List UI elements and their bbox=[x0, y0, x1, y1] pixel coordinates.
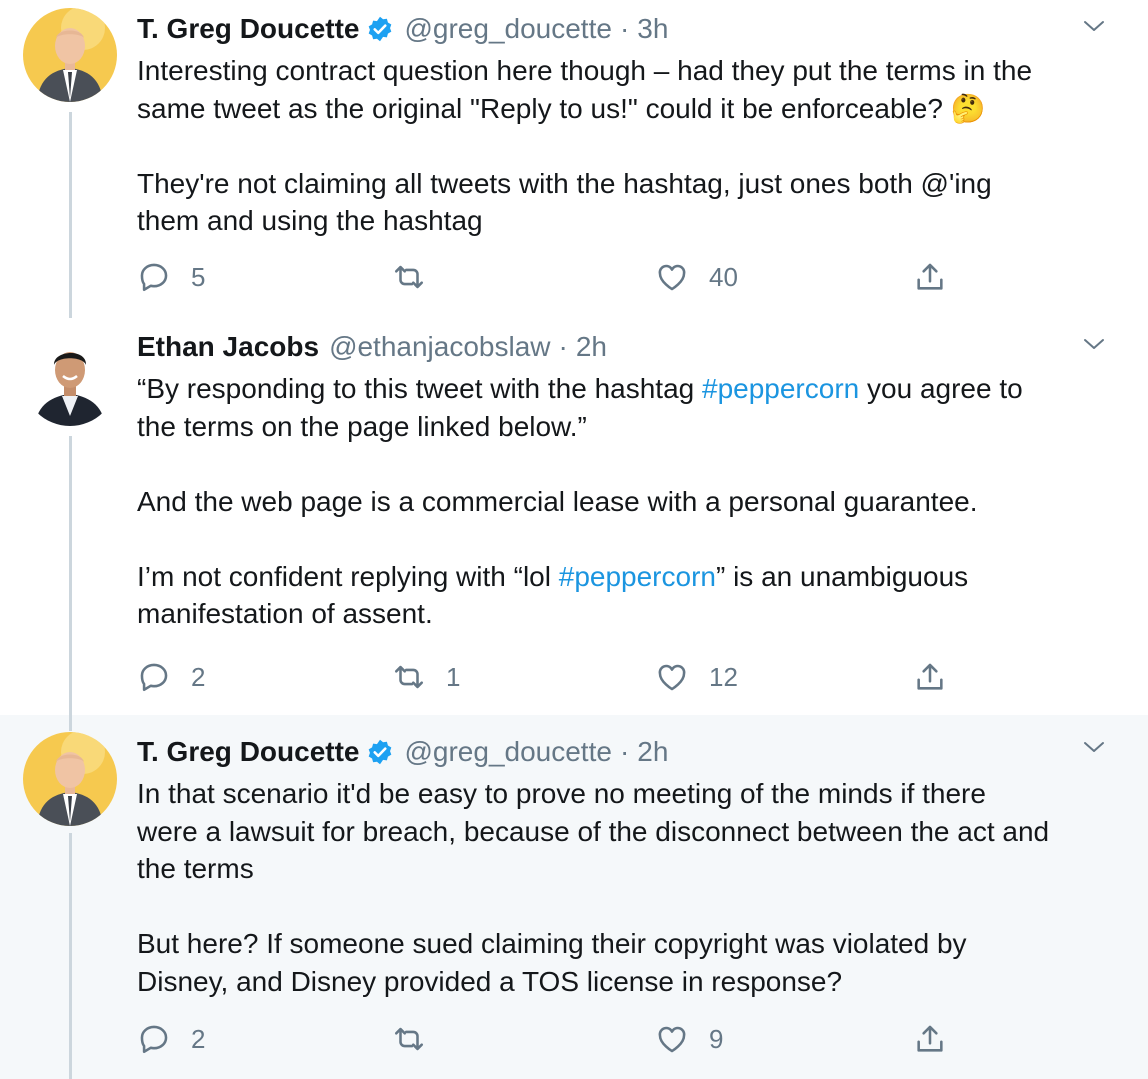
tweet-timestamp[interactable]: 2h bbox=[575, 331, 607, 362]
retweet-icon bbox=[392, 660, 426, 694]
tweet-line: And the web page is a commercial lease with a personal guarantee. bbox=[137, 485, 978, 517]
avatar-greg-doucette[interactable] bbox=[23, 8, 117, 102]
reply-icon bbox=[137, 660, 171, 694]
tweet-line: the terms bbox=[137, 853, 254, 884]
avatar-greg-doucette[interactable] bbox=[23, 732, 117, 826]
verified-badge-icon bbox=[366, 15, 394, 43]
tweet-line bbox=[137, 558, 1122, 596]
retweet-icon bbox=[392, 1022, 426, 1056]
share-icon bbox=[913, 260, 947, 294]
tweet-text-segment: I’m not confident replying with “lol bbox=[137, 560, 559, 592]
tweet-text-segment: you agree to bbox=[859, 373, 1023, 404]
tweet-line: They're not claiming all tweets with the hashtag, just ones both @'ing bbox=[137, 167, 992, 199]
tweet-header bbox=[137, 732, 1108, 772]
chevron-down-icon[interactable] bbox=[1082, 735, 1106, 759]
like-icon bbox=[655, 660, 689, 694]
share-button[interactable] bbox=[913, 657, 947, 697]
reply-icon bbox=[137, 1022, 171, 1056]
tweet-line: Interesting contract question here though – had they put the terms in the bbox=[137, 55, 1033, 86]
tweet-text bbox=[137, 52, 1122, 240]
paragraph-gap bbox=[137, 888, 1122, 926]
tweet-2[interactable] bbox=[0, 318, 1148, 715]
tweet-line: manifestation of assent. bbox=[137, 598, 433, 629]
retweet-button[interactable] bbox=[392, 1019, 446, 1059]
verified-badge-icon bbox=[366, 738, 394, 766]
tweet-line: In that scenario it'd be easy to prove no meeting of the minds if there bbox=[137, 778, 986, 809]
paragraph-gap bbox=[137, 127, 1122, 165]
tweet-timestamp[interactable]: 2h bbox=[637, 736, 669, 767]
author-handle[interactable]: @ethanjacobslaw bbox=[329, 331, 551, 362]
reply-button[interactable] bbox=[137, 257, 205, 297]
thread-line bbox=[69, 436, 72, 715]
author-name[interactable]: Ethan Jacobs bbox=[137, 331, 320, 362]
like-count: 40 bbox=[709, 261, 738, 292]
like-button[interactable] bbox=[655, 257, 738, 297]
retweet-count: 1 bbox=[446, 661, 461, 692]
tweet-line bbox=[137, 370, 1122, 408]
retweet-icon bbox=[392, 260, 426, 294]
reply-button[interactable] bbox=[137, 1019, 205, 1059]
like-button[interactable] bbox=[655, 657, 738, 697]
hashtag-link[interactable]: #peppercorn bbox=[702, 373, 860, 404]
tweet-text bbox=[137, 370, 1122, 633]
tweet-actions bbox=[137, 657, 967, 697]
tweet-line: But here? If someone sued claiming their copyright was violated by bbox=[137, 928, 967, 959]
reply-count: 5 bbox=[191, 261, 206, 292]
reply-button[interactable] bbox=[137, 657, 205, 697]
reply-count: 2 bbox=[191, 661, 206, 692]
tweet-timestamp[interactable]: 3h bbox=[637, 13, 669, 44]
author-handle[interactable]: @greg_doucette bbox=[404, 13, 612, 44]
chevron-down-icon[interactable] bbox=[1082, 14, 1106, 38]
retweet-button[interactable] bbox=[392, 257, 446, 297]
tweet-line: were a lawsuit for breach, because of the disconnect between the act and bbox=[137, 815, 1050, 847]
share-icon bbox=[913, 660, 947, 694]
like-count: 9 bbox=[709, 1023, 724, 1054]
like-button[interactable] bbox=[655, 1019, 723, 1059]
hashtag-link[interactable]: #peppercorn bbox=[558, 560, 716, 592]
separator-dot: · bbox=[619, 13, 630, 44]
author-handle[interactable]: @greg_doucette bbox=[404, 736, 612, 767]
reply-icon bbox=[137, 260, 171, 294]
tweet-3[interactable] bbox=[0, 715, 1148, 1079]
author-name[interactable]: T. Greg Doucette bbox=[137, 736, 360, 767]
tweet-line: the terms on the page linked below.” bbox=[137, 410, 587, 442]
tweet-text bbox=[137, 775, 1122, 1000]
tweet-line: Disney, and Disney provided a TOS license in response? bbox=[137, 965, 843, 997]
paragraph-gap bbox=[137, 445, 1122, 483]
thread-line bbox=[69, 833, 72, 1079]
tweet-text-segment: ” is an unambiguous bbox=[715, 560, 969, 592]
tweet-line: same tweet as the original "Reply to us!" could it be enforceable? 🤔 bbox=[137, 92, 986, 124]
like-icon bbox=[655, 1022, 689, 1056]
separator-dot: · bbox=[558, 331, 568, 362]
tweet-header bbox=[137, 9, 1108, 49]
share-button[interactable] bbox=[913, 257, 947, 297]
tweet-line: them and using the hashtag bbox=[137, 205, 483, 236]
thread-line bbox=[69, 112, 72, 318]
tweet-actions bbox=[137, 1019, 967, 1059]
separator-dot: · bbox=[619, 736, 630, 767]
author-name[interactable]: T. Greg Doucette bbox=[137, 13, 360, 44]
tweet-1[interactable] bbox=[0, 0, 1148, 318]
thread-line bbox=[69, 715, 72, 731]
tweet-actions bbox=[137, 257, 967, 297]
tweet-text-segment: “By responding to this tweet with the hashtag bbox=[137, 373, 702, 404]
reply-count: 2 bbox=[191, 1023, 206, 1054]
paragraph-gap bbox=[137, 520, 1122, 558]
like-icon bbox=[655, 260, 689, 294]
like-count: 12 bbox=[709, 661, 738, 692]
retweet-button[interactable] bbox=[392, 657, 460, 697]
avatar-ethan-jacobs[interactable] bbox=[23, 332, 117, 426]
tweet-header bbox=[137, 327, 1108, 367]
share-icon bbox=[913, 1022, 947, 1056]
share-button[interactable] bbox=[913, 1019, 947, 1059]
chevron-down-icon[interactable] bbox=[1082, 332, 1106, 356]
